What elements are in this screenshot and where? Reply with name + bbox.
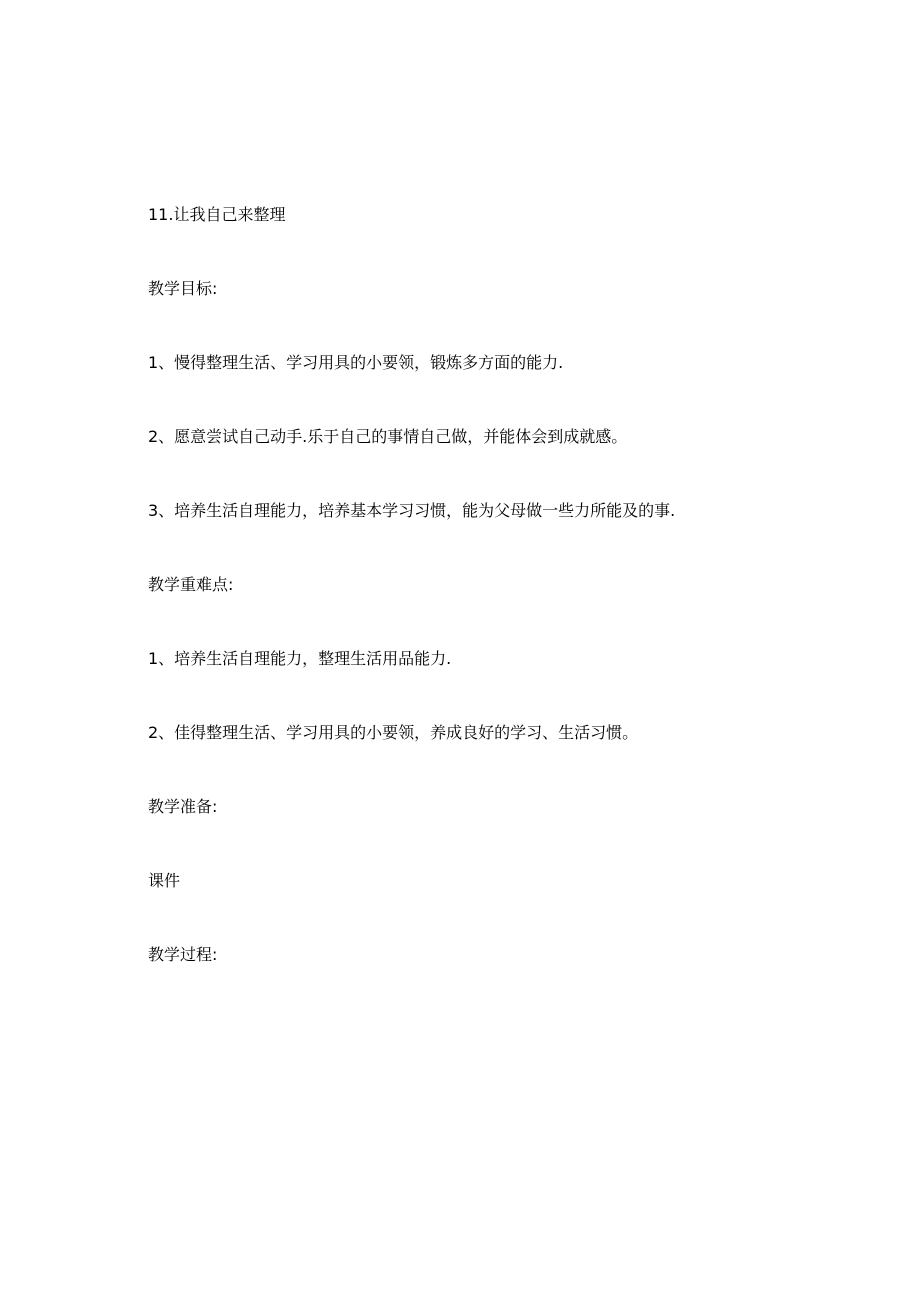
objective-item-3: 3、培养生活自理能力，培养基本学习习惯，能为父母做一些力所能及的事.: [148, 501, 676, 520]
objective-item-2: 2、愿意尝试自己动手.乐于自己的事情自己做，并能体会到成就感。: [148, 427, 628, 446]
objective-item-1: 1、慢得整理生活、学习用具的小要领，锻炼多方面的能力.: [148, 353, 564, 372]
process-heading: 教学过程:: [148, 945, 218, 964]
key-point-item-2: 2、佳得整理生活、学习用具的小要领，养成良好的学习、生活习惯。: [148, 723, 639, 742]
key-points-heading: 教学重难点:: [148, 575, 234, 594]
document-title: 11.让我自己来整理: [148, 205, 286, 224]
key-point-item-1: 1、培养生活自理能力，整理生活用品能力.: [148, 649, 452, 668]
objectives-heading: 教学目标:: [148, 279, 218, 298]
preparation-text: 课件: [148, 871, 181, 890]
preparation-heading: 教学准备:: [148, 797, 218, 816]
